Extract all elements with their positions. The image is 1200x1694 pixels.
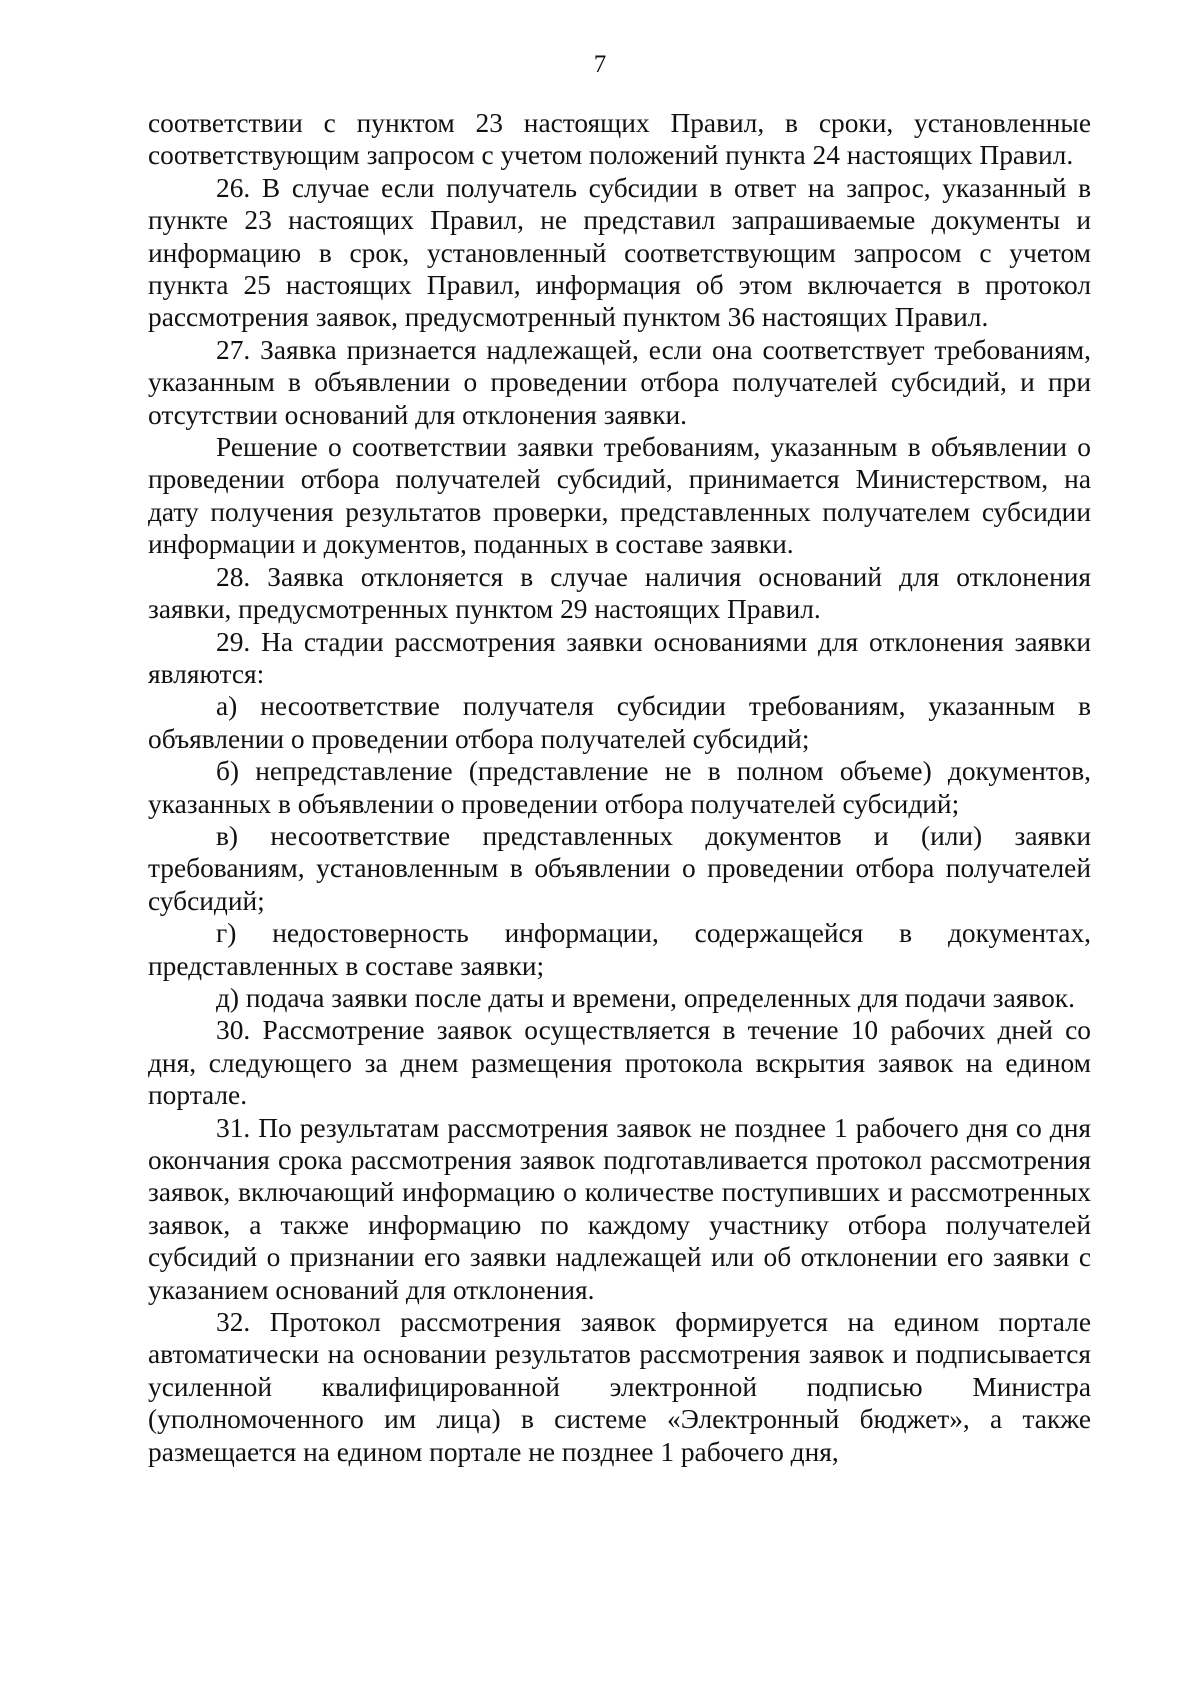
paragraph-27-decision: Решение о соответствии заявки требованиям, указанным в объявлении о проведении отбора получателей субсидий, принимается Министерством, на дату получения результатов проверки, представленных получателем субсидии информации и документов, поданных в составе заявки. — [148, 432, 1091, 560]
list-item-a: а) несоответствие получателя субсидии требованиям, указанным в объявлении о проведении отбора получателей субсидий; — [148, 691, 1091, 754]
paragraph-31: 31. По результатам рассмотрения заявок не позднее 1 рабочего дня со дня окончания срока рассмотрения заявок подготавливается протокол рассмотрения заявок, включающий информацию о количестве поступивших и рассмотренных заявок, а также информацию по каждому участнику отбора получателей субсидий о признании его заявки надлежащей или об отклонении его заявки с указанием оснований для отклонения. — [148, 1112, 1091, 1305]
paragraph-29: 29. На стадии рассмотрения заявки основаниями для отклонения заявки являются: — [148, 626, 1091, 689]
paragraph-27: 27. Заявка признается надлежащей, если она соответствует требованиям, указанным в объявлении о проведении отбора получателей субсидий, и при отсутствии оснований для отклонения заявки. — [148, 334, 1091, 430]
list-item-g: г) недостоверность информации, содержащейся в документах, представленных в составе заявки; — [148, 918, 1091, 981]
document-body — [148, 107, 1091, 1468]
page-number: 7 — [593, 51, 607, 78]
paragraph-26: 26. В случае если получатель субсидии в ответ на запрос, указанный в пункте 23 настоящих Правил, не представил запрашиваемые документы и информацию в срок, установленный соответствующим запросом с учетом пункта 25 настоящих Правил, информация об этом включается в протокол рассмотрения заявок, предусмотренный пунктом 36 настоящих Правил. — [148, 172, 1091, 333]
list-item-v: в) несоответствие представленных документов и (или) заявки требованиям, установленным в объявлении о проведении отбора получателей субсидий; — [148, 820, 1091, 916]
paragraph-28: 28. Заявка отклоняется в случае наличия оснований для отклонения заявки, предусмотренных пунктом 29 настоящих Правил. — [148, 561, 1091, 625]
paragraph-30: 30. Рассмотрение заявок осуществляется в течение 10 рабочих дней со дня, следующего за днем размещения протокола вскрытия заявок на едином портале. — [148, 1015, 1091, 1111]
paragraph-32: 32. Протокол рассмотрения заявок формируется на едином портале автоматически на основании результатов рассмотрения заявок и подписывается усиленной квалифицированной электронной подписью Министра (уполномоченного им лица) в системе «Электронный бюджет», а также размещается на едином портале не позднее 1 рабочего дня, — [148, 1307, 1091, 1467]
list-item-b: б) непредставление (представление не в полном объеме) документов, указанных в объявлении о проведении отбора получателей субсидий; — [148, 756, 1091, 819]
paragraph-continuation: соответствии с пунктом 23 настоящих Правил, в сроки, установленные соответствующим запросом с учетом положений пункта 24 настоящих Правил. — [148, 108, 1091, 171]
list-item-d: д) подача заявки после даты и времени, определенных для подачи заявок. — [216, 982, 1075, 1013]
